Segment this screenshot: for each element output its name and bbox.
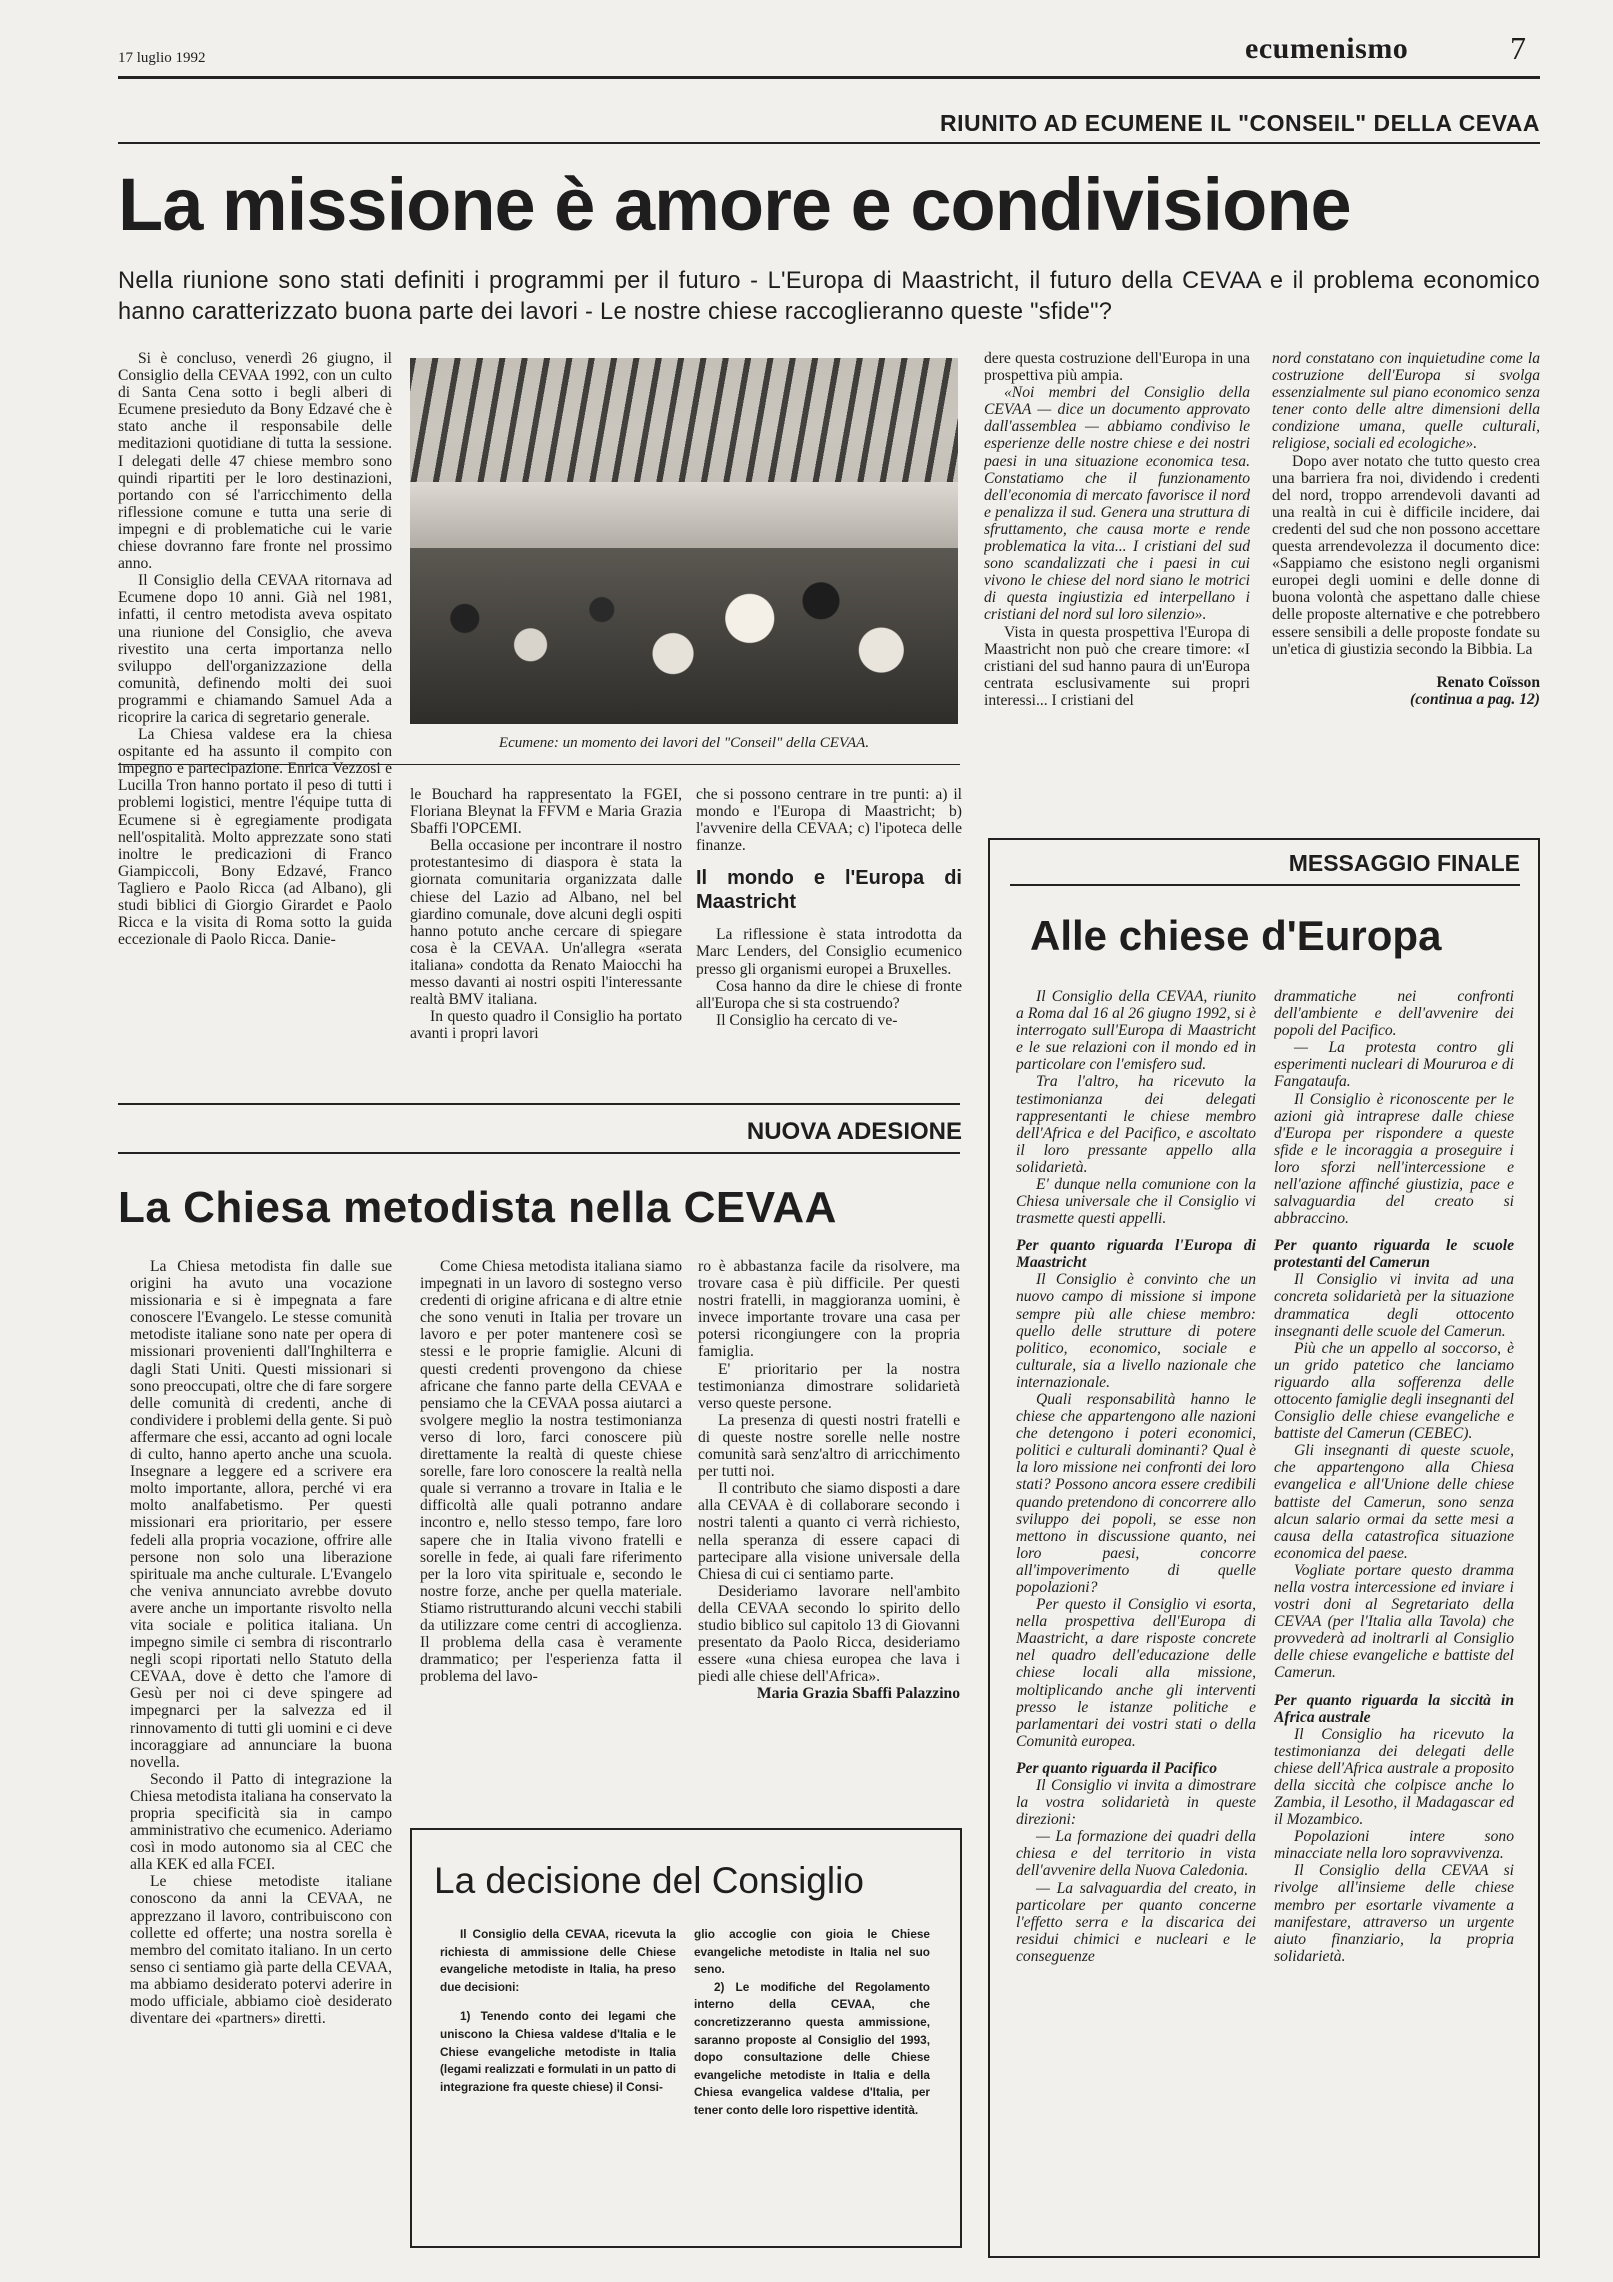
paragraph: Il Consiglio della CEVAA ritornava ad Ecumene dopo 10 anni. Già nel 1981, infatti, il centro metodista aveva ospitato una riunione del Consiglio, che aveva rivestito una certa importanza nello sviluppo dell'organizzazione della comunità, definendo molti dei suoi programmi e chiamando Samuel Ada a ricoprire la carica di segretario generale. [118,572,392,726]
section-heading: Per quanto riguarda l'Europa di Maastricht [1016,1237,1256,1272]
paragraph: Il contributo che siamo disposti a dare alla CEVAA è di collaborare secondo i nostri talenti a quanto ci verrà richiesto, nella speranza di essere capaci di partecipare alla visione universale della Chiesa di cui ci sentiamo parte. [698,1480,960,1583]
paragraph: dere questa costruzione dell'Europa in una prospettiva più ampia. [984,350,1250,385]
paragraph: glio accoglie con gioia le Chiese evangeliche metodiste in Italia nel suo seno. [694,1927,930,1977]
paragraph: Il Consiglio della CEVAA, riunito a Roma dal 16 al 26 giugno 1992, si è interrogato sull'Europa di Maastricht e le sue relazioni con il mondo ed in particolare con l'emisfero sud. [1016,988,1256,1074]
final-kicker-rule [1010,884,1520,886]
paragraph: La presenza di questi nostri fratelli e di queste nostre sorelle nelle nostre comunità sarà senz'altro di arricchimento per tutti noi. [698,1411,960,1481]
section-heading: Per quanto riguarda il Pacifico [1016,1759,1217,1777]
photo-caption: Ecumene: un momento dei lavori del "Conseil" della CEVAA. [498,735,870,751]
paragraph: Tra l'altro, ha ricevuto la testimonianza dei delegati rappresentanti le chiese membro dell'Africa e del Pacifico, e ascoltato il loro pressante appello alla solidarietà. [1016,1073,1256,1176]
paragraph: Il Consiglio ha cercato di ve- [716,1011,898,1029]
continued-note: (continua a pag. 12) [1410,690,1540,708]
paragraph: Il Consiglio è riconoscente per le azioni già intraprese dalle chiese d'Europa per rispondere a queste sfide e le incoraggia a proseguire i loro sforzi nell'intercessione e nell'azione affinché giustizia, pace e salvaguardia del creato si abbraccino. [1274,1090,1514,1228]
paragraph: — La protesta contro gli esperimenti nucleari di Moururoa e di Fangataufa. [1274,1039,1514,1091]
final-headline: Alle chiese d'Europa [1030,912,1442,959]
paragraph: Dopo aver notato che tutto questo crea una barriera fra noi, dividendo i credenti del nord, troppo arrendevoli davanti ad una realtà in cui è difficile incidere, dai credenti del sud che non possono accettare questa arrendevolezza il documento dice: «Sappiamo che esistono negli organismi europei degli uomini e delle donne di buona volontà che aspettano dalle chiese delle proposte alternative e che potrebbero essere sensibili a delle proposte fondate su un'etica di giustizia secondo la Bibbia. La [1272,452,1540,658]
quote-paragraph: nord constatano con inquietudine come la costruzione dell'Europa si svolga essenzialmente sul piano economico senza tener conto delle altre dimensioni della condizione umana, quelle culturali, religiose, sociali ed ecologiche». [1272,350,1540,453]
top-article-column-2 [410,786,682,1096]
paragraph: Gli insegnanti di queste scuole, che appartengono alla Chiesa evangelica e all'Unione delle chiese battiste del Camerun, sono senza alcun salario ormai da sette mesi a causa della catastrofica situazione economica del paese. [1274,1442,1514,1562]
paragraph: Quali responsabilità hanno le chiese che appartengono alle nazioni che detengono i poteri economici, politici e culturali dominanti? Qual è la loro missione nei confronti dei loro stati? Possono ancora essere credibili quando pretendono di concorrere allo sviluppo dei popoli, se esse non mettono in discussione quanto, nei loro paesi, concorre all'impoverimento di quelle popolazioni? [1016,1390,1256,1596]
paragraph: — La salvaguardia del creato, in particolare per quanto concerne l'effetto serra e la discarica dei residui chimici e nucleari e le conseguenze [1016,1879,1256,1965]
paragraph: La Chiesa metodista fin dalle sue origini ha avuto una vocazione missionaria e si è impegnata a fare conoscere l'Evangelo. Le stesse comunità metodiste italiane sono nate per opera di missionari provenienti dall'Inghilterra e dagli Stati Uniti. Questi missionari si sono preoccupati, oltre che di fare sorgere delle comunità di credenti, anche di condividere i problemi della gente. Si può affermare che essi, accanto ad ogni locale di culto, hanno aperto anche una scuola. Insegnare a leggere ed a scrivere era molto importante, allora, perché vi era molto analfabetismo. Per questi missionari era prioritario, per essere fedeli alla propria vocazione, offrire alle persone non solo una liberazione spirituale ma anche culturale. L'Evangelo che veniva annunciato avrebbe dovuto avere anche un importante risvolto nella vita sociale e politica italiana. Un impegno simile ci sembra di riscontrarlo negli scopi riportati nello Statuto della CEVAA, dove è detto che l'amore di Gesù per noi ci deve spingere ad impegnarci per la salvezza ed il rinnovamento di tutti gli uomini e ci deve incoraggiare ad annunciare la buona novella. [130,1258,392,1771]
decision-box [410,1828,962,2248]
paragraph: le Bouchard ha rappresentato la FGEI, Floriana Bleynat la FFVM e Maria Grazia Sbaffi l'OPCEMI. [410,786,682,838]
paragraph: Il Consiglio della CEVAA, ricevuta la richiesta di ammissione delle Chiese evangeliche metodiste in Italia, ha preso due decisioni: [440,1927,676,1994]
section-heading: Per quanto riguarda la siccità in Africa australe [1274,1691,1514,1726]
paragraph: Secondo il Patto di integrazione la Chiesa metodista italiana ha conservato la propria specificità sia in campo amministrativo che ecumenico. Aderiamo così in modo autonomo sia al CEC che alla KEK ed alla FCEI. [130,1770,392,1874]
paragraph: Bella occasione per incontrare il nostro protestantesimo di diaspora è stata la giornata comunitaria organizzata dalle chiese del Lazio ad Albano, nel bel giardino comunale, dove alcuni degli ospiti hanno potuto anche cercare di spiegare cosa è la CEVAA. Un'allegra «serata italiana» condotta da Renato Maiocchi ha messo davanti ai nostri ospiti l'interessante realtà BMV italiana. [410,837,682,1009]
paragraph: E' prioritario per la nostra testimonianza dimostrare solidarietà verso queste persone. [698,1360,960,1412]
author-signature: Renato Coïsson [1436,673,1540,691]
second-headline: La Chiesa metodista nella CEVAA [118,1183,837,1232]
paragraph: E' dunque nella comunione con la Chiesa universale che il Consiglio vi trasmette questi appelli. [1016,1176,1256,1228]
section-heading: Per quanto riguarda le scuole protestanti del Camerun [1274,1237,1514,1272]
subheading: Il mondo e l'Europa di Maastricht [696,867,962,914]
paragraph: Il Consiglio ha ricevuto la testimonianza dei delegati delle chiese dell'Africa australe a proposito della siccità che colpisce anche lo Zambia, il Lesotho, il Madagascar ed il Mozambico. [1274,1725,1514,1829]
kicker-rule [118,142,1540,144]
kicker-rule-2 [118,1152,960,1154]
page-number: 7 [1510,30,1526,66]
paragraph: La riflessione è stata introdotta da Marc Lenders, del Consiglio ecumenico presso gli organismi europei a Bruxelles. [696,926,962,978]
second-article-column-1 [130,1258,392,2258]
final-column-1 [1016,988,1256,2248]
section-name: ecumenismo [1245,32,1409,65]
paragraph: Come Chiesa metodista italiana siamo impegnati in un lavoro di sostegno verso credenti di origine africana e di altre etnie che sono venuti in Italia per trovare un lavoro e per poter mantenere così se stessi e le proprie famiglie. Alcuni di questi credenti provengono da chiese africane che fanno parte della CEVAA e pensiamo che la CEVAA possa aiutarci a svolgere meglio la nostra testimonianza verso di loro, farci conoscere più direttamente la realtà di queste chiese sorelle, fare loro conoscere la realtà nella quale si verranno a trovare in Italia e le difficoltà alle quali potranno andare incontro e, nello stesso tempo, fare loro sapere che in Italia vivono fratelli e sorelle in fede, ai quali fare riferimento per la loro vita spirituale e, secondo le nostre forze, anche per quella materiale. Stiamo ristrutturando alcuni vecchi stabili da utilizzare come centri di accoglienza. Il problema della casa è veramente drammatico; per l'esperienza fatta il problema del lavo- [420,1258,682,1686]
decision-column-1 [440,1926,676,2236]
section-rule [118,1103,960,1105]
top-article-column-5 [1272,350,1540,820]
paragraph: Si è concluso, venerdì 26 giugno, il Consiglio della CEVAA 1992, con un culto di Santa Cena sotto i begli alberi di Ecumene presieduto da Bony Edzavé che è stato anche il responsabile delle meditazioni quotidiane di tutta la sessione. I delegati delle 47 chiese membro sono quindi ripartiti per le loro destinazioni, portando con sé l'arricchimento della riflessione comune e tutta una serie di impegni e di problematiche cui le varie chiese dovranno fare fronte nel prossimo anno. [118,350,392,573]
decision-column-2 [694,1926,930,2236]
second-article-column-3 [698,1258,960,1828]
second-kicker: NUOVA ADESIONE [746,1118,962,1145]
paragraph: In questo quadro il Consiglio ha portato avanti i propri lavori [410,1008,682,1043]
paragraph: che si possono centrare in tre punti: a) il mondo e l'Europa di Maastricht; b) l'avvenire della CEVAA; c) l'ipoteca delle finanze. [696,786,962,855]
paragraph: Vogliate portare questo dramma nella vostra intercessione ed inviare i vostri doni al Segretariato della CEVAA (per l'Italia alla Tavola) che provvederà ad inoltrarli al Consiglio delle chiese evangeliche e battiste del Camerun. [1274,1561,1514,1682]
paragraph: Vista in questa prospettiva l'Europa di Maastricht non può che creare timore: «I cristiani del sud hanno paura di un'Europa centrata esclusivamente sui propri interessi... I cristiani del [984,623,1250,709]
paragraph: drammatiche nei confronti dell'ambiente e dell'avvenire dei popoli del Pacifico. [1274,988,1514,1040]
paragraph: Le chiese metodiste italiane conoscono da anni la CEVAA, ne apprezzano il lavoro, contribuiscono con collette ed offerte; una nostra sorella è membro del comitato italiano. In un certo senso ci sentiamo già parte della CEVAA, ma abbiamo desiderato potervi aderire in modo ufficiale, abbiamo cioè desiderato diventare dei «partners» diretti. [130,1873,392,2028]
final-message-box [988,838,1540,2258]
paragraph: Il Consiglio vi invita ad una concreta solidarietà per la situazione drammatica degli ottocento insegnanti delle scuole del Camerun. [1274,1271,1514,1340]
paragraph: Popolazioni intere sono minacciate nella loro sopravvivenza. [1274,1828,1514,1863]
paragraph: Per questo il Consiglio vi esorta, nella prospettiva dell'Europa di Maastricht, a dare risposte concrete nel quadro dell'educazione delle chiese locali alla missione, moltiplicando anche gli interventi presso le istanze politiche e parlamentari dei vostri stati o della Comunità europea. [1016,1596,1256,1750]
final-kicker: MESSAGGIO FINALE [1288,850,1520,876]
paragraph: Il Consiglio vi invita a dimostrare la vostra solidarietà in queste direzioni: [1016,1776,1256,1829]
second-article-column-2 [420,1258,682,1828]
decision-headline: La decisione del Consiglio [434,1860,864,1901]
paragraph: Il Consiglio è convinto che un nuovo campo di missione si impone sempre più alle chiese membro: quello delle strutture di potere politico, economico, sociale e culturale, sia a livello nazionale che internazionale. [1016,1271,1256,1391]
paragraph: 1) Tenendo conto dei legami che uniscono la Chiesa valdese d'Italia e le Chiese evangeliche metodiste in Italia (legami realizzati e formulati in un patto di integrazione fra queste chiese) il Consi- [440,2009,676,2094]
issue-date: 17 luglio 1992 [118,50,206,66]
article-deck: Nella riunione sono stati definiti i programmi per il futuro - L'Europa di Maastricht, il futuro della CEVAA e il problema economico hanno caratterizzato buona parte dei lavori - Le nostre chiese raccoglieranno queste "sfide"? [118,268,1540,325]
paragraph: La Chiesa valdese era la chiesa ospitante ed ha assunto il compito con impegno e partecipazione. Enrica Vezzosi e Lucilla Tron hanno portato il peso di tutti i problemi logistici, mentre l'équipe tutta di Ecumene si è egregiamente prodigata nell'ospitalità. Molto apprezzate sono stati inoltre le predicazioni di Franco Giampiccoli, Bony Edzavé, Franco Tagliero e Paolo Ricca (ad Albano), gli studi biblici di Giorgio Girardet e Paolo Ricca e la visita di Roma sotto la guida eccezionale di Paolo Ricca. Danie- [118,726,392,949]
author-signature: Maria Grazia Sbaffi Palazzino [756,1685,960,1703]
article-headline: La missione è amore e condivisione [118,163,1351,246]
final-column-2 [1274,988,1514,2248]
quote-paragraph: «Noi membri del Consiglio della CEVAA — dice un documento approvato dall'assemblea — abbiamo condiviso le esperienze delle nostre chiese e dei nostri paesi in una situazione economica tesa. Constatiamo che il funzionamento dell'economia di mercato favorisce il nord e penalizza il sud. Genera una struttura di sfruttamento, che causa morte e rende problematica la vita... I cristiani del sud sono scandalizzati che i paesi in cui vivono le chiese del nord siano le motrici di questa ingiustizia ed interpellano i cristiani del nord sul loro silenzio». [984,384,1250,624]
conference-photo [410,358,958,724]
paragraph: Desideriamo lavorare nell'ambito della CEVAA secondo lo spirito dello studio biblico sul capitolo 13 di Giovanni presentato da Paolo Ricca, desideriamo essere «una chiesa europea che lava i piedi alle chiese dell'Africa». [698,1582,960,1686]
top-article-column-3 [696,786,962,1096]
paragraph: Il Consiglio della CEVAA si rivolge all'insieme delle chiese membro per esortarle vivamente a manifestare, attraverso un urgente aiuto finanziario, la propria solidarietà. [1274,1862,1514,1965]
top-article-column-1 [118,350,392,1096]
paragraph: ro è abbastanza facile da risolvere, ma trovare casa è più difficile. Per questi nostri fratelli, in maggioranza uomini, è invece importante trovare una casa per potersi ricongiungere con la propria famiglia. [698,1258,960,1361]
top-article-column-4 [984,350,1250,820]
paragraph: 2) Le modifiche del Regolamento interno della CEVAA, che concretizzeranno questa ammissione, saranno proposte al Consiglio del 1993, dopo consultazione delle Chiese evangeliche metodiste in Italia e della Chiesa evangelica valdese d'Italia, per tener conto delle loro rispettive identità. [694,1979,930,2117]
header-rule [118,76,1540,79]
paragraph: — La formazione dei quadri della chiesa e del territorio in vista dell'avvenire della Nuova Caledonia. [1016,1828,1256,1880]
paragraph: Più che un appello al soccorso, è un grido patetico che lanciamo riguardo alla sofferenza delle ottocento famiglie degli insegnanti del Consiglio delle chiese evangeliche e battiste del Camerun (CEBEC). [1274,1339,1514,1443]
article-kicker: RIUNITO AD ECUMENE IL "CONSEIL" DELLA CEVAA [939,110,1540,136]
paragraph: Cosa hanno da dire le chiese di fronte all'Europa che si sta costruendo? [696,977,962,1012]
